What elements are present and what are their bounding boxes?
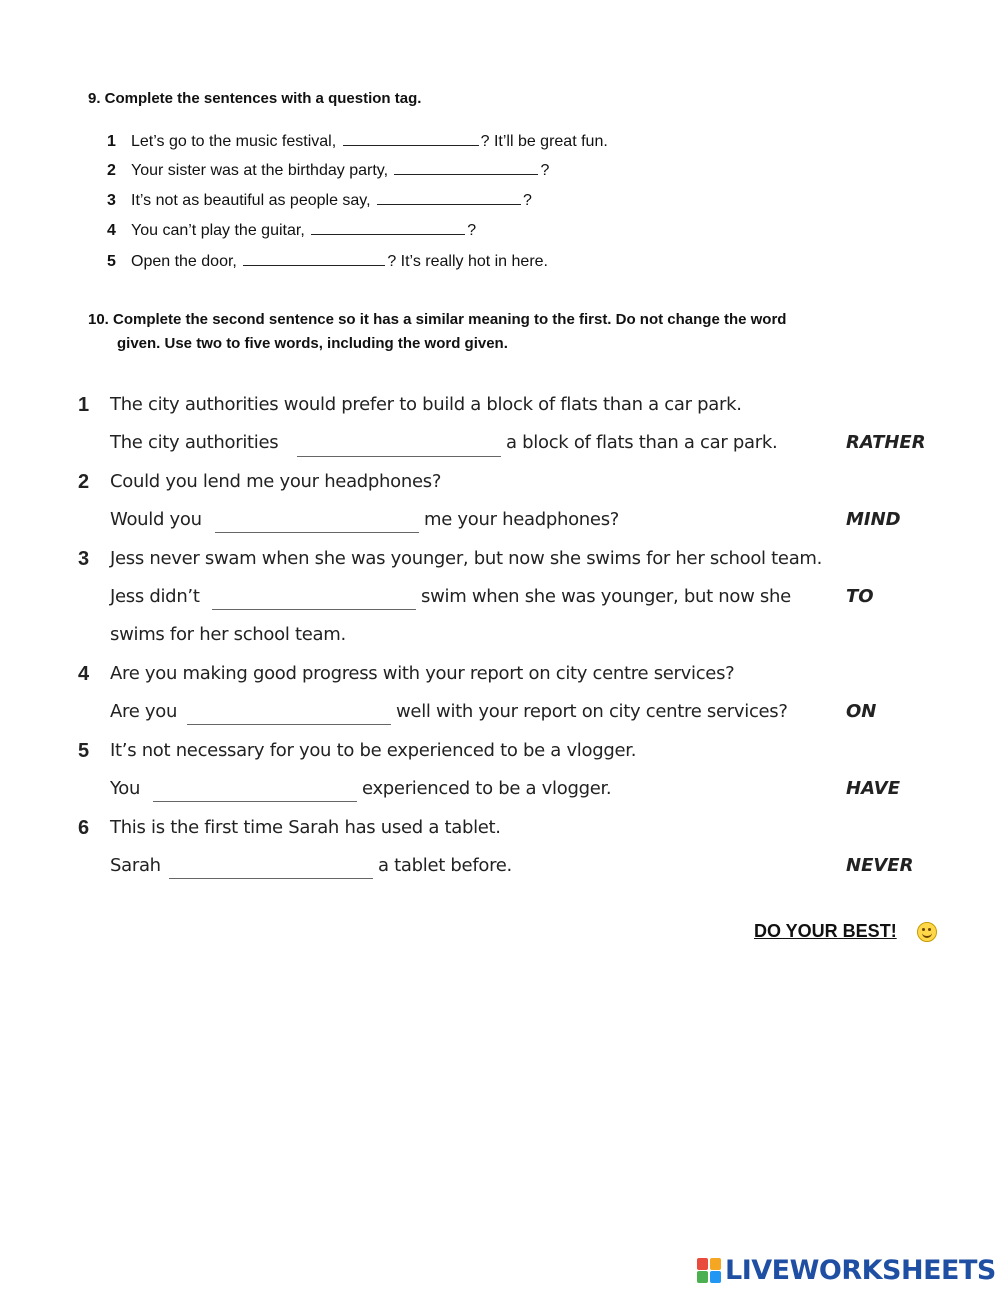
- ex10-sentence-start: The city authorities: [110, 432, 279, 453]
- liveworksheets-logo[interactable]: [697, 1253, 996, 1287]
- item-text: It’s not as beautiful as people say,: [131, 192, 371, 209]
- item-text-after: ? It’ll be great fun.: [480, 133, 608, 150]
- logo-text: LIVEWORKSHEETS: [725, 1254, 996, 1286]
- closing-message: DO YOUR BEST!: [754, 921, 897, 941]
- smiley-icon: [917, 922, 937, 942]
- ex10-original-sentence: It’s not necessary for you to be experienced to be a vlogger.: [110, 740, 637, 761]
- ex10-answer-blank[interactable]: [212, 608, 416, 610]
- item-text: Your sister was at the birthday party,: [131, 162, 389, 179]
- ex10-sentence-end: experienced to be a vlogger.: [362, 778, 612, 799]
- item-text-after: ? It’s really hot in here.: [387, 253, 548, 270]
- keyword: MIND: [846, 509, 901, 530]
- ex9-item-3: [107, 189, 532, 210]
- exercise-10-heading: 10. Complete the second sentence so it has a similar meaning to the first. Do not change the word: [88, 311, 787, 328]
- item-text: Let’s go to the music festival,: [131, 133, 337, 150]
- answer-blank[interactable]: [311, 219, 465, 235]
- ex10-original-sentence: This is the first time Sarah has used a tablet.: [110, 817, 501, 838]
- item-text-after: ?: [540, 162, 550, 179]
- ex10-original-sentence: Jess never swam when she was younger, but now she swims for her school team.: [110, 548, 823, 569]
- answer-blank[interactable]: [243, 250, 385, 266]
- item-number: 3: [107, 192, 116, 209]
- ex10-answer-blank[interactable]: [215, 531, 419, 533]
- ex10-sentence-start: Are you: [110, 701, 178, 722]
- ex10-item-number: 5: [78, 740, 90, 762]
- ex10-original-sentence: Are you making good progress with your report on city centre services?: [110, 663, 735, 684]
- item-text: Open the door,: [131, 253, 237, 270]
- item-text-after: ?: [467, 222, 477, 239]
- ex10-sentence-start: You: [110, 778, 141, 799]
- ex10-sentence-start: Sarah: [110, 855, 161, 876]
- keyword: RATHER: [846, 432, 926, 453]
- ex9-item-4: [107, 219, 476, 240]
- keyword: HAVE: [846, 778, 900, 799]
- ex9-item-1: [107, 130, 608, 151]
- ex10-sentence-end: swim when she was younger, but now she: [421, 586, 791, 607]
- ex10-original-sentence: Could you lend me your headphones?: [110, 471, 442, 492]
- exercise-10-heading-cont: given. Use two to five words, including the word given.: [117, 335, 508, 352]
- item-number: 4: [107, 222, 116, 239]
- answer-blank[interactable]: [343, 130, 479, 146]
- item-number: 2: [107, 162, 116, 179]
- ex10-item-number: 3: [78, 548, 90, 570]
- ex10-item-number: 2: [78, 471, 90, 493]
- item-number: 1: [107, 133, 116, 150]
- ex10-answer-blank[interactable]: [187, 723, 391, 725]
- ex10-sentence-end: a tablet before.: [378, 855, 512, 876]
- item-text-after: ?: [523, 192, 532, 209]
- answer-blank[interactable]: [377, 189, 521, 205]
- keyword: ON: [846, 701, 877, 722]
- logo-blocks-icon: [697, 1256, 723, 1284]
- exercise-9-heading: 9. Complete the sentences with a question tag.: [88, 90, 422, 107]
- ex10-sentence-end: a block of flats than a car park.: [506, 432, 778, 453]
- ex10-item-number: 1: [78, 394, 90, 416]
- ex9-item-2: [107, 159, 549, 180]
- ex10-sentence-end: well with your report on city centre services?: [396, 701, 788, 722]
- ex10-answer-blank[interactable]: [153, 800, 357, 802]
- keyword: NEVER: [846, 855, 914, 876]
- ex10-answer-blank[interactable]: [297, 455, 501, 457]
- item-number: 5: [107, 253, 116, 270]
- item-text: You can’t play the guitar,: [131, 222, 305, 239]
- ex10-sentence-continuation: swims for her school team.: [110, 624, 346, 645]
- ex10-sentence-start: Jess didn’t: [110, 586, 200, 607]
- keyword: TO: [846, 586, 874, 607]
- ex10-answer-blank[interactable]: [169, 877, 373, 879]
- ex9-item-5: [107, 250, 548, 271]
- ex10-sentence-end: me your headphones?: [424, 509, 620, 530]
- ex10-original-sentence: The city authorities would prefer to build a block of flats than a car park.: [110, 394, 742, 415]
- ex10-item-number: 6: [78, 817, 90, 839]
- ex10-sentence-start: Would you: [110, 509, 202, 530]
- answer-blank[interactable]: [394, 159, 538, 175]
- ex10-item-number: 4: [78, 663, 90, 685]
